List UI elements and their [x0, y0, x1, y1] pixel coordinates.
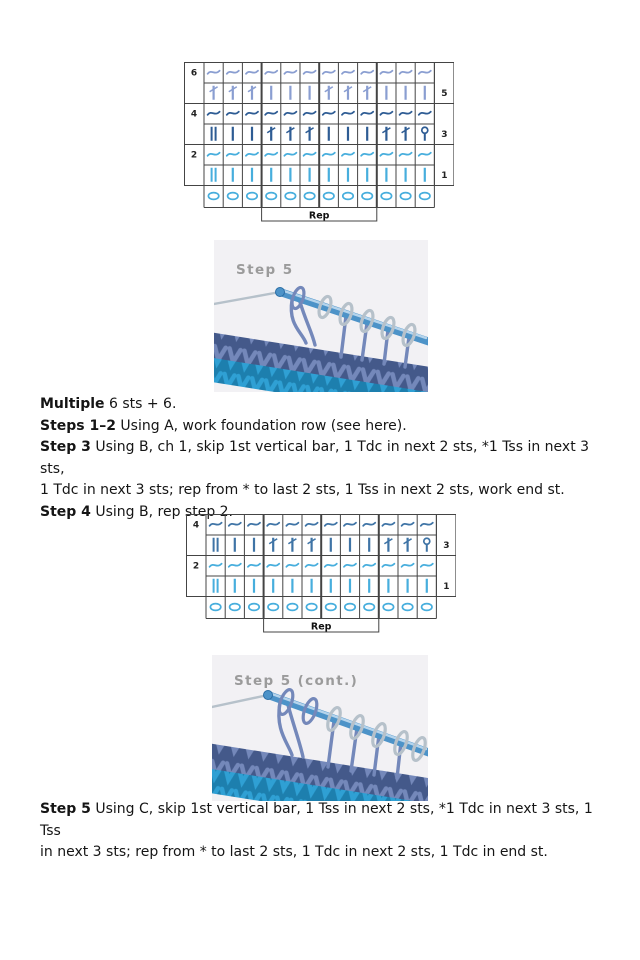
row-number: 4: [190, 109, 198, 120]
instruction-line: [40, 416, 615, 438]
foundation-chain-oval-icon: [304, 193, 314, 200]
row-number: 5: [441, 89, 448, 100]
foundation-chain-oval-icon: [230, 604, 240, 611]
instruction-lead: Step 4: [40, 503, 91, 520]
instruction-line: [40, 480, 615, 502]
foundation-chain-oval-icon: [208, 193, 218, 200]
return-chain-wave-icon: [323, 71, 335, 74]
tunisian-double-crochet-cross-icon: [308, 538, 316, 552]
instruction-line: [40, 799, 615, 842]
photo-caption-1: Step 5: [236, 262, 294, 278]
foundation-chain-oval-icon: [287, 604, 297, 611]
instruction-text: Using B, ch 1, skip 1st vertical bar, 1 Tdc in next 2 sts, *1 Tss in next 3 sts,: [40, 439, 590, 477]
row-number: 2: [190, 150, 198, 161]
return-chain-wave-icon: [380, 112, 392, 115]
return-chain-wave-icon: [361, 112, 373, 115]
foundation-chain-oval-icon: [324, 193, 334, 200]
tunisian-double-crochet-cross-icon: [229, 86, 237, 100]
instruction-text: in next 3 sts; rep from * to last 2 sts, 1 Tdc in next 2 sts, 1 Tdc in end st.: [40, 844, 548, 861]
foundation-chain-oval-icon: [345, 604, 355, 611]
foundation-chain-oval-icon: [266, 193, 276, 200]
return-chain-wave-icon: [227, 71, 239, 74]
return-chain-wave-icon: [402, 564, 414, 567]
return-chain-wave-icon: [286, 523, 298, 526]
return-chain-wave-icon: [267, 564, 279, 567]
return-chain-wave-icon: [208, 112, 220, 115]
foundation-chain-oval-icon: [422, 604, 432, 611]
instruction-text: Using A, work foundation row (see here).: [115, 417, 407, 434]
return-chain-wave-icon: [400, 112, 412, 115]
foundation-chain-oval-icon: [249, 604, 259, 611]
return-chain-wave-icon: [229, 564, 241, 567]
return-chain-wave-icon: [210, 564, 222, 567]
return-chain-wave-icon: [363, 564, 375, 567]
foundation-chain-oval-icon: [306, 604, 316, 611]
end-stitch-loop-icon: [422, 127, 428, 140]
row-number: 3: [441, 130, 448, 141]
foundation-chain-oval-icon: [383, 604, 393, 611]
return-chain-wave-icon: [267, 523, 279, 526]
edge-double-bar-icon: [214, 579, 218, 593]
instruction-line: [40, 394, 615, 416]
return-chain-wave-icon: [419, 153, 431, 156]
instruction-lead: Step 3: [40, 439, 91, 456]
return-chain-wave-icon: [380, 153, 392, 156]
stitch-chart-rows-1-4: [186, 514, 456, 636]
row-number: 6: [190, 68, 198, 79]
return-chain-wave-icon: [229, 523, 241, 526]
foundation-chain-oval-icon: [210, 604, 220, 611]
row-number: 4: [192, 520, 200, 531]
end-stitch-loop-icon: [424, 538, 430, 551]
foundation-chain-oval-icon: [364, 604, 374, 611]
return-chain-wave-icon: [265, 112, 277, 115]
return-chain-wave-icon: [304, 112, 316, 115]
tunisian-double-crochet-cross-icon: [210, 86, 218, 100]
return-chain-wave-icon: [246, 153, 258, 156]
return-chain-wave-icon: [382, 523, 394, 526]
instruction-line: [40, 437, 615, 480]
foundation-chain-oval-icon: [326, 604, 336, 611]
return-chain-wave-icon: [380, 71, 392, 74]
return-chain-wave-icon: [419, 71, 431, 74]
return-chain-wave-icon: [325, 523, 337, 526]
edge-double-bar-icon: [212, 168, 216, 182]
return-chain-wave-icon: [342, 71, 354, 74]
instruction-text: Using C, skip 1st vertical bar, 1 Tss in next 2 sts, *1 Tdc in next 3 sts, 1 Tss: [40, 801, 593, 839]
foundation-chain-oval-icon: [247, 193, 257, 200]
return-chain-wave-icon: [400, 153, 412, 156]
foundation-chain-oval-icon: [420, 193, 430, 200]
return-chain-wave-icon: [284, 153, 296, 156]
tunisian-double-crochet-cross-icon: [269, 538, 277, 552]
return-chain-wave-icon: [246, 112, 258, 115]
return-chain-wave-icon: [304, 71, 316, 74]
step-5-photo: [214, 240, 428, 392]
tunisian-double-crochet-cross-icon: [404, 538, 412, 552]
photo-caption-2: Step 5 (cont.): [234, 673, 359, 689]
tunisian-double-crochet-cross-icon: [384, 538, 392, 552]
row-number: 1: [443, 582, 450, 593]
return-chain-wave-icon: [363, 523, 375, 526]
return-chain-wave-icon: [421, 564, 433, 567]
return-chain-wave-icon: [210, 523, 222, 526]
return-chain-wave-icon: [361, 153, 373, 156]
crochet-photo-2: [212, 655, 428, 801]
instruction-lead: Multiple: [40, 396, 105, 412]
foundation-chain-oval-icon: [362, 193, 372, 200]
return-chain-wave-icon: [306, 523, 318, 526]
hook-tip: [264, 691, 273, 700]
foundation-chain-oval-icon: [285, 193, 295, 200]
instruction-text: Using B, rep step 2.: [90, 503, 234, 520]
row-number: 2: [192, 561, 200, 572]
return-chain-wave-icon: [227, 112, 239, 115]
return-chain-wave-icon: [344, 523, 356, 526]
rep-label: Rep: [308, 210, 330, 222]
foundation-chain-oval-icon: [402, 604, 412, 611]
tunisian-double-crochet-cross-icon: [306, 127, 314, 141]
rep-label: Rep: [310, 621, 332, 633]
return-chain-wave-icon: [419, 112, 431, 115]
foundation-chain-oval-icon: [400, 193, 410, 200]
edge-double-bar-icon: [212, 127, 216, 141]
step-5-cont-photo: [212, 655, 428, 801]
foundation-chain-oval-icon: [228, 193, 238, 200]
return-chain-wave-icon: [227, 153, 239, 156]
foundation-chain-oval-icon: [343, 193, 353, 200]
return-chain-wave-icon: [265, 153, 277, 156]
return-chain-wave-icon: [306, 564, 318, 567]
return-chain-wave-icon: [361, 71, 373, 74]
stitch-chart-rows-1-6: [184, 62, 454, 229]
tunisian-double-crochet-cross-icon: [363, 86, 371, 100]
return-chain-wave-icon: [208, 153, 220, 156]
return-chain-wave-icon: [323, 153, 335, 156]
return-chain-wave-icon: [323, 112, 335, 115]
return-chain-wave-icon: [248, 564, 260, 567]
stitch-chart-rows-1-4: [186, 514, 456, 640]
return-chain-wave-icon: [246, 71, 258, 74]
return-chain-wave-icon: [304, 153, 316, 156]
foundation-chain-oval-icon: [381, 193, 391, 200]
return-chain-wave-icon: [421, 523, 433, 526]
tunisian-double-crochet-cross-icon: [286, 127, 294, 141]
tunisian-double-crochet-cross-icon: [402, 127, 410, 141]
return-chain-wave-icon: [208, 71, 220, 74]
return-chain-wave-icon: [400, 71, 412, 74]
instruction-text: 6 sts + 6.: [104, 396, 177, 412]
tunisian-double-crochet-cross-icon: [325, 86, 333, 100]
hook-tip: [276, 288, 285, 297]
tunisian-double-crochet-cross-icon: [248, 86, 256, 100]
instruction-line: [40, 842, 615, 864]
tunisian-double-crochet-cross-icon: [382, 127, 390, 141]
instruction-lead: Steps 1–2: [40, 417, 116, 434]
stitch-chart-rows-1-6: [184, 62, 454, 225]
instructions-block-2: [40, 799, 615, 864]
instruction-text: 1 Tdc in next 3 sts; rep from * to last 2 sts, 1 Tss in next 2 sts, work end st.: [40, 482, 565, 499]
edge-double-bar-icon: [214, 538, 218, 552]
instructions-block-1: [40, 394, 615, 524]
return-chain-wave-icon: [342, 153, 354, 156]
return-chain-wave-icon: [344, 564, 356, 567]
tunisian-double-crochet-cross-icon: [344, 86, 352, 100]
return-chain-wave-icon: [402, 523, 414, 526]
return-chain-wave-icon: [284, 71, 296, 74]
return-chain-wave-icon: [382, 564, 394, 567]
foundation-chain-oval-icon: [268, 604, 278, 611]
row-number: 3: [443, 541, 450, 552]
return-chain-wave-icon: [286, 564, 298, 567]
return-chain-wave-icon: [248, 523, 260, 526]
return-chain-wave-icon: [265, 71, 277, 74]
return-chain-wave-icon: [284, 112, 296, 115]
row-number: 1: [441, 171, 448, 182]
instruction-lead: Step 5: [40, 801, 91, 817]
crochet-photo-1: [214, 240, 428, 392]
return-chain-wave-icon: [325, 564, 337, 567]
return-chain-wave-icon: [342, 112, 354, 115]
tunisian-double-crochet-cross-icon: [288, 538, 296, 552]
tunisian-double-crochet-cross-icon: [267, 127, 275, 141]
